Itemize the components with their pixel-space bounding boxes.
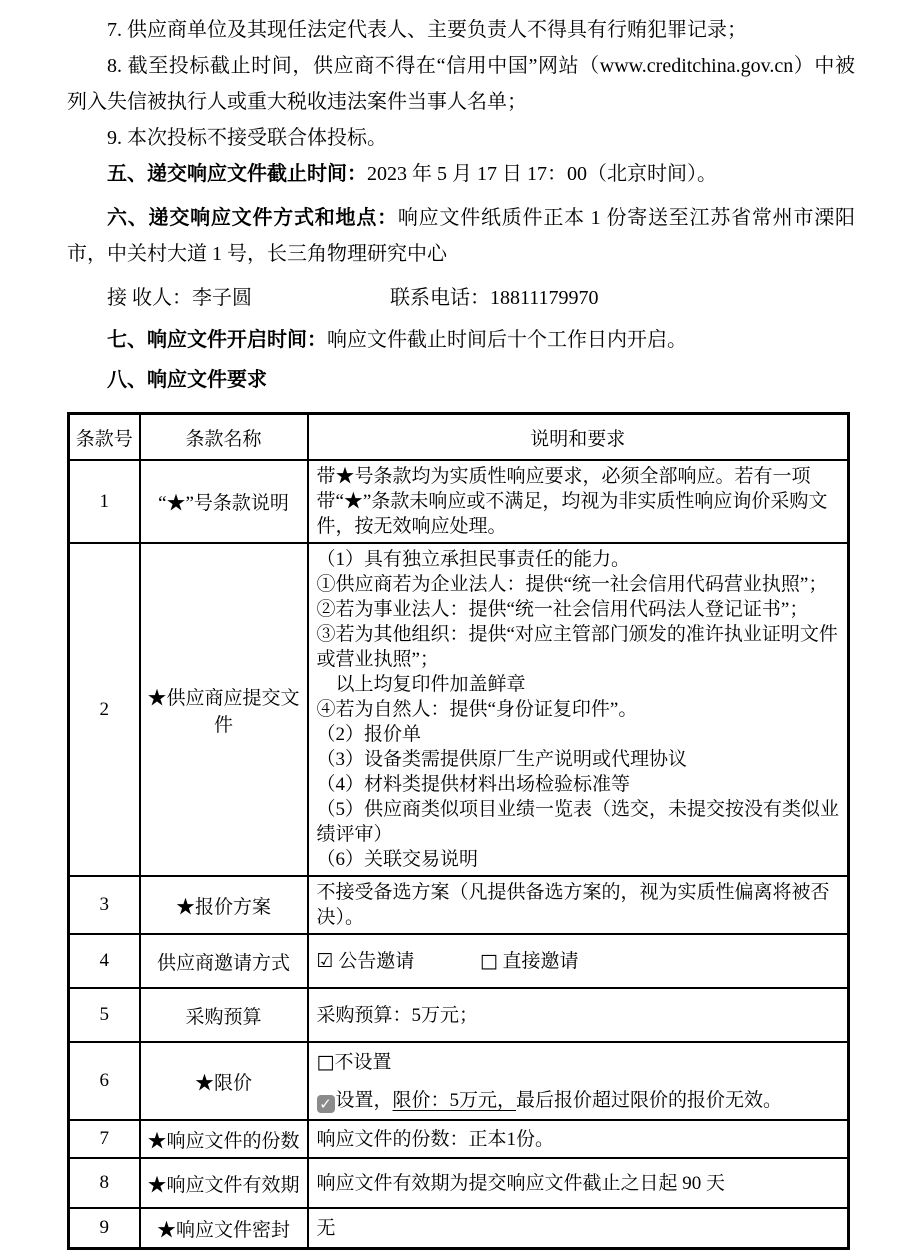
table-row-7 bbox=[69, 1120, 849, 1158]
clause-name: ★限价 bbox=[140, 1042, 308, 1120]
submission-item: （1）具有独立承担民事责任的能力。 bbox=[316, 549, 631, 570]
contact-line bbox=[67, 280, 855, 316]
submission-item: （2）报价单 bbox=[316, 724, 422, 745]
clause-name: ★响应文件的份数 bbox=[140, 1120, 308, 1158]
section-5-text: 2023 年 5 月 17 日 17：00（北京时间）。 bbox=[367, 163, 717, 185]
clause-id: 5 bbox=[69, 988, 140, 1042]
table-row-1 bbox=[69, 460, 849, 543]
table-row-6 bbox=[69, 1042, 849, 1120]
header-clause-desc: 说明和要求 bbox=[308, 414, 849, 461]
limit-price-underlined: 限价：5万元， bbox=[392, 1089, 517, 1111]
clause-desc: 响应文件的份数：正本1份。 bbox=[308, 1120, 849, 1158]
clause-name: ★报价方案 bbox=[140, 876, 308, 934]
clause-id: 4 bbox=[69, 934, 140, 988]
submission-item: 以上均复印件加盖鲜章 bbox=[316, 674, 526, 695]
submission-item: （5）供应商类似项目业绩一览表（选交，未提交按没有类似业绩评审） bbox=[316, 799, 840, 845]
table-row-3 bbox=[69, 876, 849, 934]
invite-option-public: 公告邀请 bbox=[338, 950, 415, 972]
section-6-delivery bbox=[67, 200, 855, 272]
clause-id: 6 bbox=[69, 1042, 140, 1120]
clause-desc: 不接受备选方案（凡提供备选方案的，视为实质性偏离将被否决）。 bbox=[308, 876, 849, 934]
paragraph-9: 9. 本次投标不接受联合体投标。 bbox=[107, 127, 387, 149]
table-row-5 bbox=[69, 988, 849, 1042]
clause-desc bbox=[308, 1042, 849, 1120]
unchecked-checkbox-icon: □ bbox=[479, 949, 498, 972]
header-clause-name: 条款名称 bbox=[140, 414, 308, 461]
submission-item: ②若为事业法人：提供“统一社会信用代码法人登记证书”； bbox=[316, 599, 809, 620]
submission-item: （4）材料类提供材料出场检验标准等 bbox=[316, 774, 631, 795]
table-header-row bbox=[69, 414, 849, 461]
table-row-4 bbox=[69, 934, 849, 988]
section-5-label: 五、递交响应文件截止时间： bbox=[107, 163, 367, 185]
section-6-label: 六、递交响应文件方式和地点： bbox=[107, 207, 398, 229]
clause-name: 供应商邀请方式 bbox=[140, 934, 308, 988]
clause-id: 8 bbox=[69, 1158, 140, 1208]
table-row-9 bbox=[69, 1208, 849, 1249]
clause-name: “★”号条款说明 bbox=[140, 460, 308, 543]
clause-desc: 响应文件有效期为提交响应文件截止之日起 90 天 bbox=[308, 1158, 849, 1208]
contact-receiver: 接 收人：李子圆 bbox=[107, 287, 252, 309]
clause-id: 7 bbox=[69, 1120, 140, 1158]
clause-id: 2 bbox=[69, 543, 140, 876]
section-8-requirements bbox=[67, 362, 855, 398]
section-7-opening bbox=[67, 322, 855, 358]
section-7-label: 七、响应文件开启时间： bbox=[107, 329, 327, 351]
header-clause-id: 条款号 bbox=[69, 414, 140, 461]
clause-id: 1 bbox=[69, 460, 140, 543]
clause-desc: 无 bbox=[308, 1208, 849, 1249]
clause-desc: 带★号条款均为实质性响应要求，必须全部响应。若有一项带“★”条款未响应或不满足，均视为非实质性响应询价采购文件，按无效响应处理。 bbox=[308, 460, 849, 543]
submission-item: ④若为自然人：提供“身份证复印件”。 bbox=[316, 699, 638, 720]
invite-option-direct: 直接邀请 bbox=[502, 950, 579, 972]
submission-item: ①供应商若为企业法人：提供“统一社会信用代码营业执照”； bbox=[316, 574, 828, 595]
paragraph-7: 7. 供应商单位及其现任法定代表人、主要负责人不得具有行贿犯罪记录； bbox=[107, 19, 747, 41]
clause-id: 3 bbox=[69, 876, 140, 934]
response-requirements-table bbox=[67, 412, 850, 1250]
limit-option-set-suffix: 最后报价超过限价的报价无效。 bbox=[516, 1089, 783, 1111]
clause-desc bbox=[308, 543, 849, 876]
submission-item: （3）设备类需提供原厂生产说明或代理协议 bbox=[316, 749, 688, 770]
clause-name: ★响应文件密封 bbox=[140, 1208, 308, 1249]
limit-option-unset-label: 不设置 bbox=[334, 1051, 392, 1073]
unchecked-checkbox-icon: □ bbox=[316, 1050, 335, 1073]
submission-item: （6）关联交易说明 bbox=[316, 849, 479, 870]
table-row-8 bbox=[69, 1158, 849, 1208]
contact-phone: 联系电话：18811179970 bbox=[390, 287, 599, 309]
limit-option-unset bbox=[317, 1050, 840, 1075]
limit-option-set bbox=[317, 1088, 840, 1113]
clause-id: 9 bbox=[69, 1208, 140, 1249]
submission-item: ③若为其他组织：提供“对应主管部门颁发的准许执业证明文件或营业执照”； bbox=[316, 624, 838, 670]
section-7-text: 响应文件截止时间后十个工作日内开启。 bbox=[327, 329, 687, 351]
clause-name: ★供应商应提交文件 bbox=[140, 543, 308, 876]
clause-name: 采购预算 bbox=[140, 988, 308, 1042]
section-6-text: 响应文件纸质件正本 1 份寄送至江苏省常州市溧阳市，中关村大道 1 号，长三角物理研究中心 bbox=[67, 207, 856, 265]
filled-checked-checkbox-icon: ✓ bbox=[317, 1095, 335, 1113]
checked-checkbox-icon: ☑ bbox=[316, 949, 334, 972]
limit-option-set-label: 设置， bbox=[335, 1089, 393, 1111]
section-8-label: 八、响应文件要求 bbox=[107, 369, 267, 391]
table-row-2 bbox=[69, 543, 849, 876]
clause-name: ★响应文件有效期 bbox=[140, 1158, 308, 1208]
clause-desc: 采购预算：5万元； bbox=[308, 988, 849, 1042]
paragraph-8: 8. 截至投标截止时间，供应商不得在“信用中国”网站（www.creditchina.gov.cn）中被列入失信被执行人或重大税收违法案件当事人名单； bbox=[67, 55, 855, 113]
clause-desc bbox=[308, 934, 849, 988]
section-5-deadline bbox=[67, 156, 855, 192]
